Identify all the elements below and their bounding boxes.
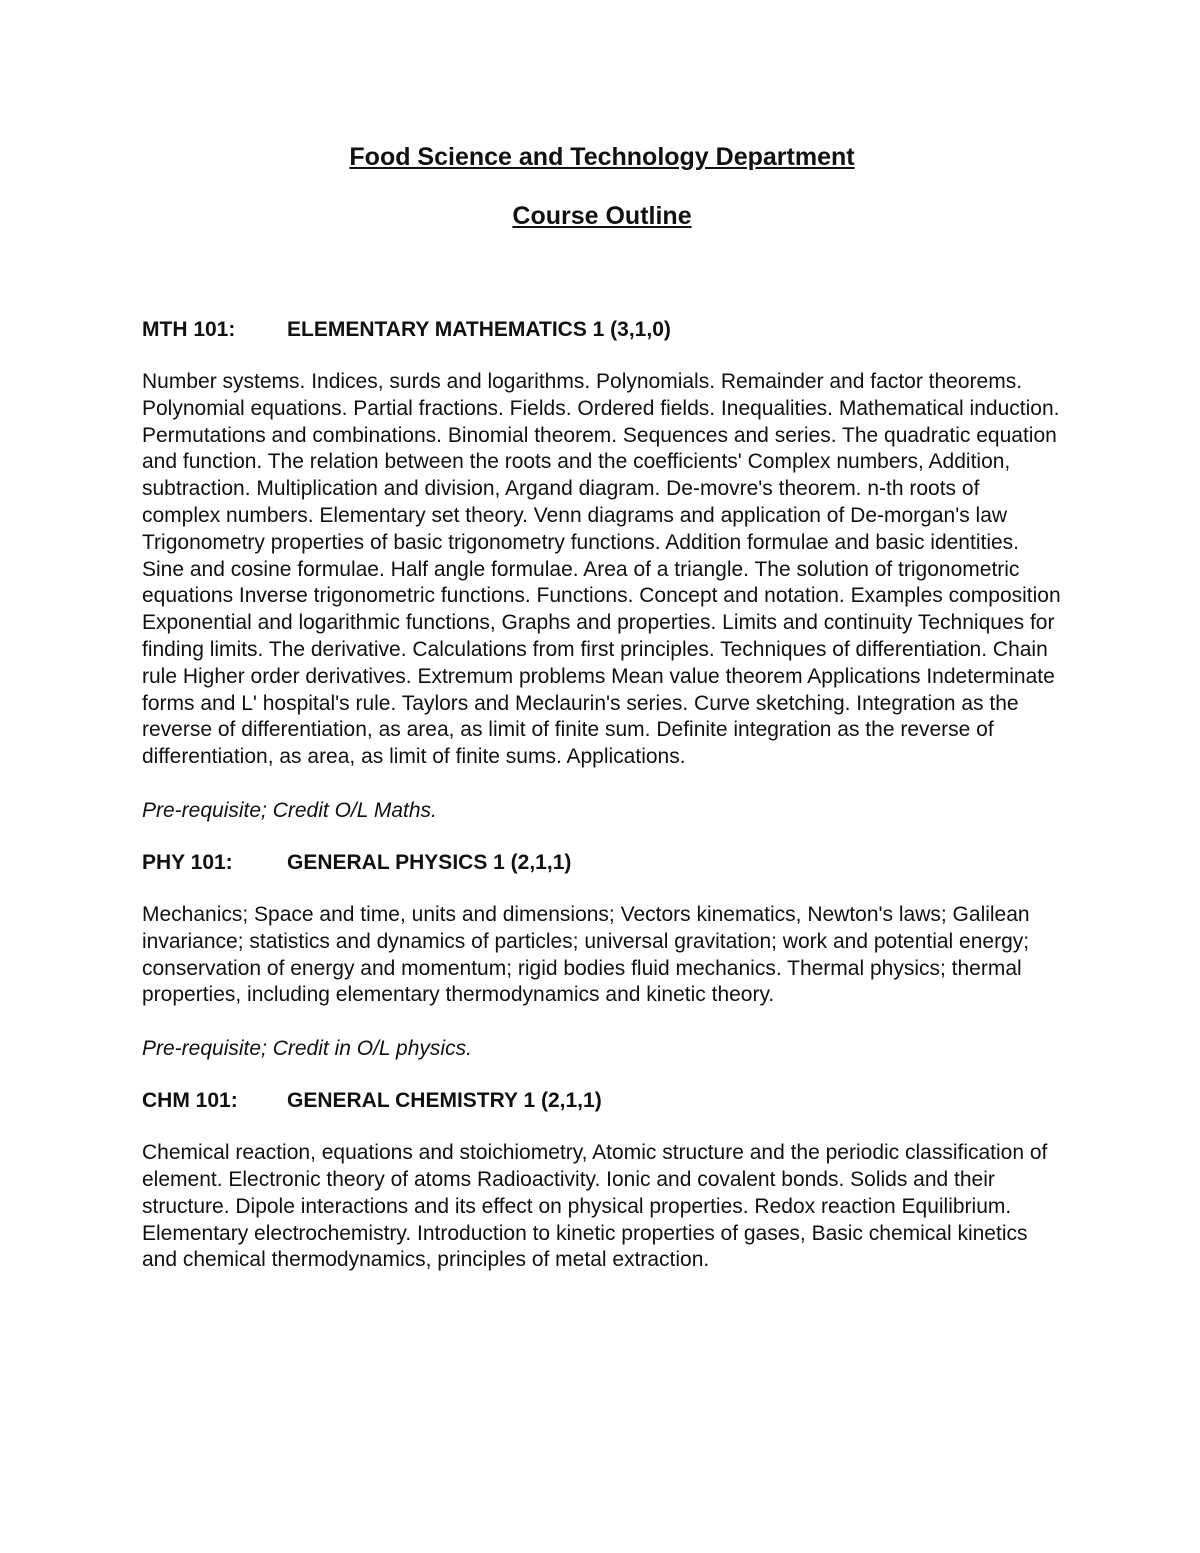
course-name: ELEMENTARY MATHEMATICS 1 (3,1,0) — [287, 318, 671, 341]
document-subtitle: Course Outline — [512, 202, 692, 230]
course-phy101 — [142, 849, 1062, 1062]
course-heading — [142, 1087, 1062, 1115]
course-heading — [142, 849, 1062, 877]
course-heading — [142, 316, 1062, 344]
course-name: GENERAL CHEMISTRY 1 (2,1,1) — [287, 1089, 602, 1113]
course-code: CHM 101: — [142, 1089, 238, 1113]
course-mth101 — [142, 316, 1062, 824]
course-name: GENERAL PHYSICS 1 (2,1,1) — [287, 850, 572, 874]
course-chm101 — [142, 1087, 1062, 1274]
course-description: Mechanics; Space and time, units and dimensions; Vectors kinematics, Newton's laws; Galilean invariance; statistics and dynamics of particles; universal gravitation; work and potential energy; conservation of energy and momentum; rigid bodies fluid mechanics. Thermal physics; thermal properties, including elementary thermodynamics and kinetic theory. — [142, 902, 1030, 1007]
course-code: PHY 101: — [142, 850, 233, 874]
document-page — [142, 140, 1062, 1274]
course-prerequisite: Pre-requisite; Credit in O/L physics. — [142, 1037, 472, 1061]
course-code: MTH 101: — [142, 318, 236, 341]
course-description: Number systems. Indices, surds and logarithms. Polynomials. Remainder and factor theorems. Polynomial equations. Partial fractions. Fields. Ordered fields. Inequalities. Mathematical induction. Permutations and combinations. Binomial theorem. Sequences and series. The quadratic equation and function. The relation between the roots and the coefficients' Complex numbers, Addition, subtraction. Multiplication and division, Argand diagram. De-movre's theorem. n-th roots of complex numbers. Elementary set theory. Venn diagrams and application of De-morgan's law Trigonometry properties of basic trigonometry functions. Addition formulae and basic identities. Sine and cosine formulae. Half angle formulae. Area of a triangle. The solution of trigonometric equations Inverse trigonometric functions. Functions. Concept and notation. Examples composition Exponential and logarithmic functions, Graphs and properties. Limits and continuity Techniques for finding limits. The derivative. Calculations from first principles. Techniques of differentiation. Chain rule Higher order derivatives. Extremum problems Mean value theorem Applications Indeterminate forms and L' hospital's rule. Taylors and Meclaurin's series. Curve sketching. Integration as the reverse of differentiation, as area, as limit of finite sum. Definite integration as the reverse of differentiation, as area, as limit of finite sums. Applications. — [142, 370, 1061, 769]
document-title: Food Science and Technology Department — [349, 143, 855, 171]
course-prerequisite: Pre-requisite; Credit O/L Maths. — [142, 798, 437, 822]
course-description: Chemical reaction, equations and stoichiometry, Atomic structure and the periodic classification of element. Electronic theory of atoms Radioactivity. Ionic and covalent bonds. Solids and their structure. Dipole interactions and its effect on physical properties. Redox reaction Equilibrium. Elementary electrochemistry. Introduction to kinetic properties of gases, Basic chemical kinetics and chemical thermodynamics, principles of metal extraction. — [142, 1141, 1048, 1272]
